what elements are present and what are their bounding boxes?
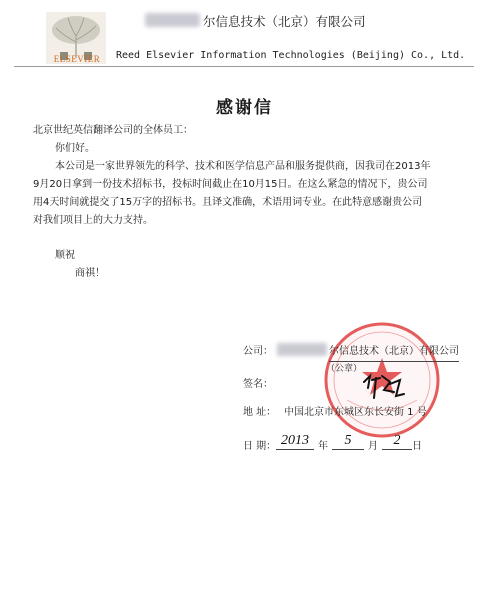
- company-name-cn: 尔信息技术（北京）有限公司: [203, 14, 366, 29]
- salutation: 北京世纪英信翻译公司的全体员工：: [33, 125, 193, 136]
- address-value: 中国北京市东城区东长安街 1 号: [284, 407, 427, 418]
- address-label: 地 址：: [243, 407, 277, 418]
- date-label: 日 期：: [243, 441, 277, 452]
- seal-note: （公章）: [326, 364, 363, 374]
- date-day-unit: 日: [412, 441, 422, 452]
- header-divider: [14, 66, 474, 67]
- company-value: 尔信息技术（北京）有限公司: [329, 343, 459, 362]
- letter-title: 感谢信: [216, 98, 273, 118]
- date-year: 2013: [276, 433, 314, 450]
- date-year-unit: 年: [318, 441, 328, 452]
- paragraph-line-3: 用4天时间就提交了15万字的招标书。且译文准确，术语用词专业。在此特意感谢贵公司: [33, 197, 423, 208]
- logo-text: ELSEVIER: [53, 54, 101, 64]
- signature-label: 签名：: [243, 379, 273, 390]
- company-name-en: Reed Elsevier Information Technologies (Beijing) Co., Ltd.: [116, 50, 466, 61]
- paragraph-line-4: 对我们项目上的大力支持。: [33, 215, 153, 226]
- date-month-unit: 月: [368, 441, 378, 452]
- redacted-block: [145, 13, 200, 27]
- redacted-company-prefix: [277, 343, 327, 356]
- date-day: 2: [382, 433, 412, 450]
- date-month: 5: [332, 433, 364, 450]
- closing-line-2: 商祺！: [75, 268, 105, 279]
- company-label: 公司：: [243, 346, 273, 357]
- paragraph-line-1: 本公司是一家世界领先的科学、技术和医学信息产品和服务提供商，因我司在2013年: [55, 161, 431, 172]
- closing-line-1: 顺祝: [55, 250, 75, 261]
- greeting: 你们好。: [55, 143, 95, 154]
- paragraph-line-2: 9月20日拿到一份技术招标书，投标时间截止在10月15日。在这么紧急的情况下，贵公司: [33, 179, 428, 190]
- handwritten-signature: [360, 372, 408, 406]
